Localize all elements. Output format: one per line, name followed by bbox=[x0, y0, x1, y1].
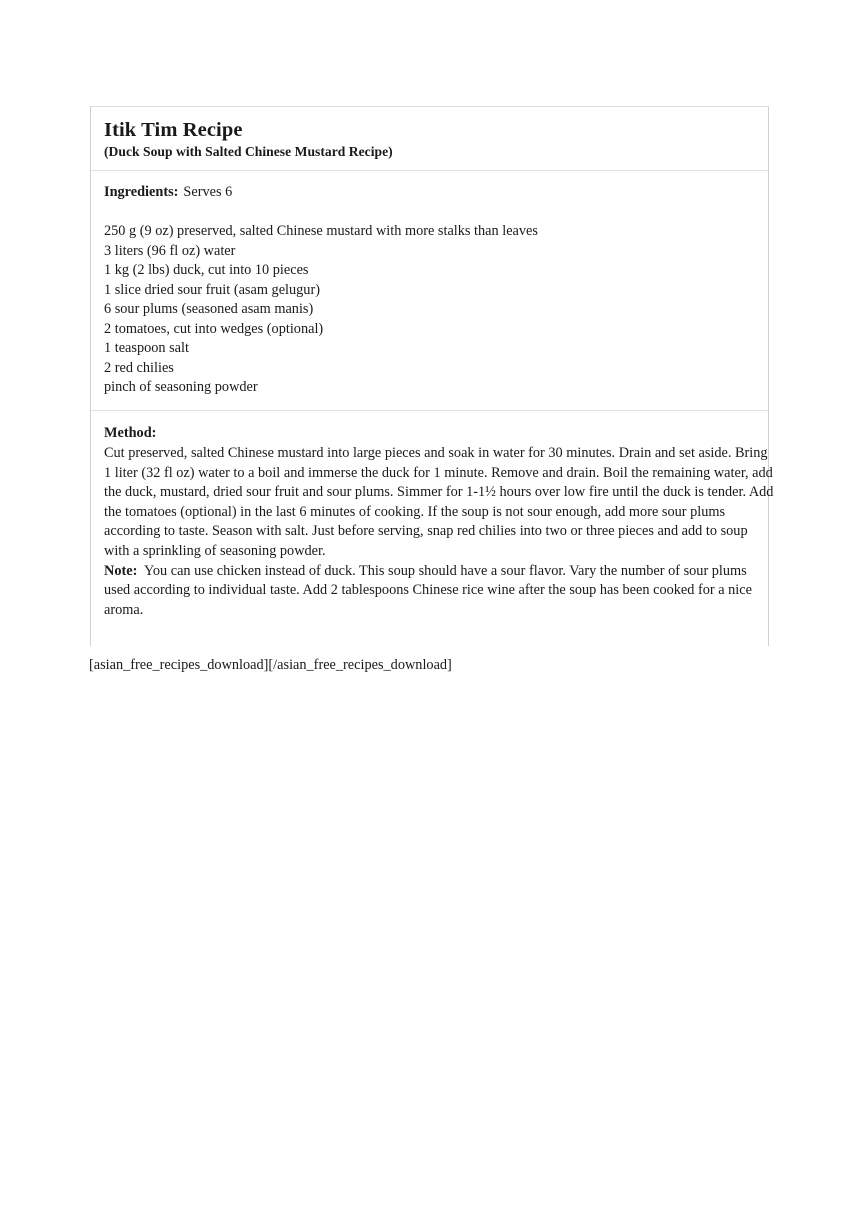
ingredient-list bbox=[104, 222, 768, 398]
method-section bbox=[91, 411, 774, 646]
page-title: Itik Tim Recipe bbox=[104, 119, 243, 141]
ingredients-label: Ingredients: bbox=[104, 183, 179, 200]
page-subtitle: (Duck Soup with Salted Chinese Mustard Recipe) bbox=[104, 144, 393, 159]
note-label: Note: bbox=[104, 562, 138, 579]
list-item: 250 g (9 oz) preserved, salted Chinese mustard with more stalks than leaves bbox=[104, 223, 538, 239]
list-item: 1 teaspoon salt bbox=[104, 340, 189, 357]
recipe-header-section bbox=[91, 107, 768, 171]
method-text bbox=[104, 444, 776, 562]
list-item: 3 liters (96 fl oz) water bbox=[104, 242, 236, 259]
method-instructions: Cut preserved, salted Chinese mustard into large pieces and soak in water for 30 minutes. Drain and set aside. Bring 1 liter (32 fl oz) water to a boil and immerse the duck for 1 minute. Remove and drain. Boil the remaining water, add the duck, mustard, dried sour fruit and sour plums. Simmer for 1-1½ hours over low fire until the duck is tender. Add the tomatoes (optional) in the last 6 minutes of cooking. If the soup is not sour enough, add more sour plums according to taste. Season with salt. Just before serving, snap red chilies into two or three pieces and add to soup with a sprinkling of seasoning powder. bbox=[104, 444, 774, 559]
ingredients-section bbox=[91, 171, 768, 411]
list-item: 6 sour plums (seasoned asam manis) bbox=[104, 301, 314, 318]
servings-value: Serves 6 bbox=[183, 183, 233, 200]
list-item: 2 tomatoes, cut into wedges (optional) bbox=[104, 320, 324, 337]
method-label: Method: bbox=[104, 424, 157, 441]
list-item: 2 red chilies bbox=[104, 359, 174, 376]
note-text: You can use chicken instead of duck. This soup should have a sour flavor. Vary the number of sour plums used according to individual taste. Add 2 tablespoons Chinese rice wine after the soup has been cooked for a nice aroma. bbox=[104, 562, 752, 618]
ingredients-heading bbox=[104, 182, 768, 202]
recipe-card bbox=[90, 106, 774, 646]
list-item: pinch of seasoning powder bbox=[104, 379, 258, 396]
list-item: 1 slice dried sour fruit (asam gelugur) bbox=[104, 281, 320, 298]
list-item: 1 kg (2 lbs) duck, cut into 10 pieces bbox=[104, 262, 309, 279]
method-note bbox=[104, 562, 776, 621]
footer-tag-line: [asian_free_recipes_download][/asian_free_recipes_download] bbox=[89, 657, 452, 673]
